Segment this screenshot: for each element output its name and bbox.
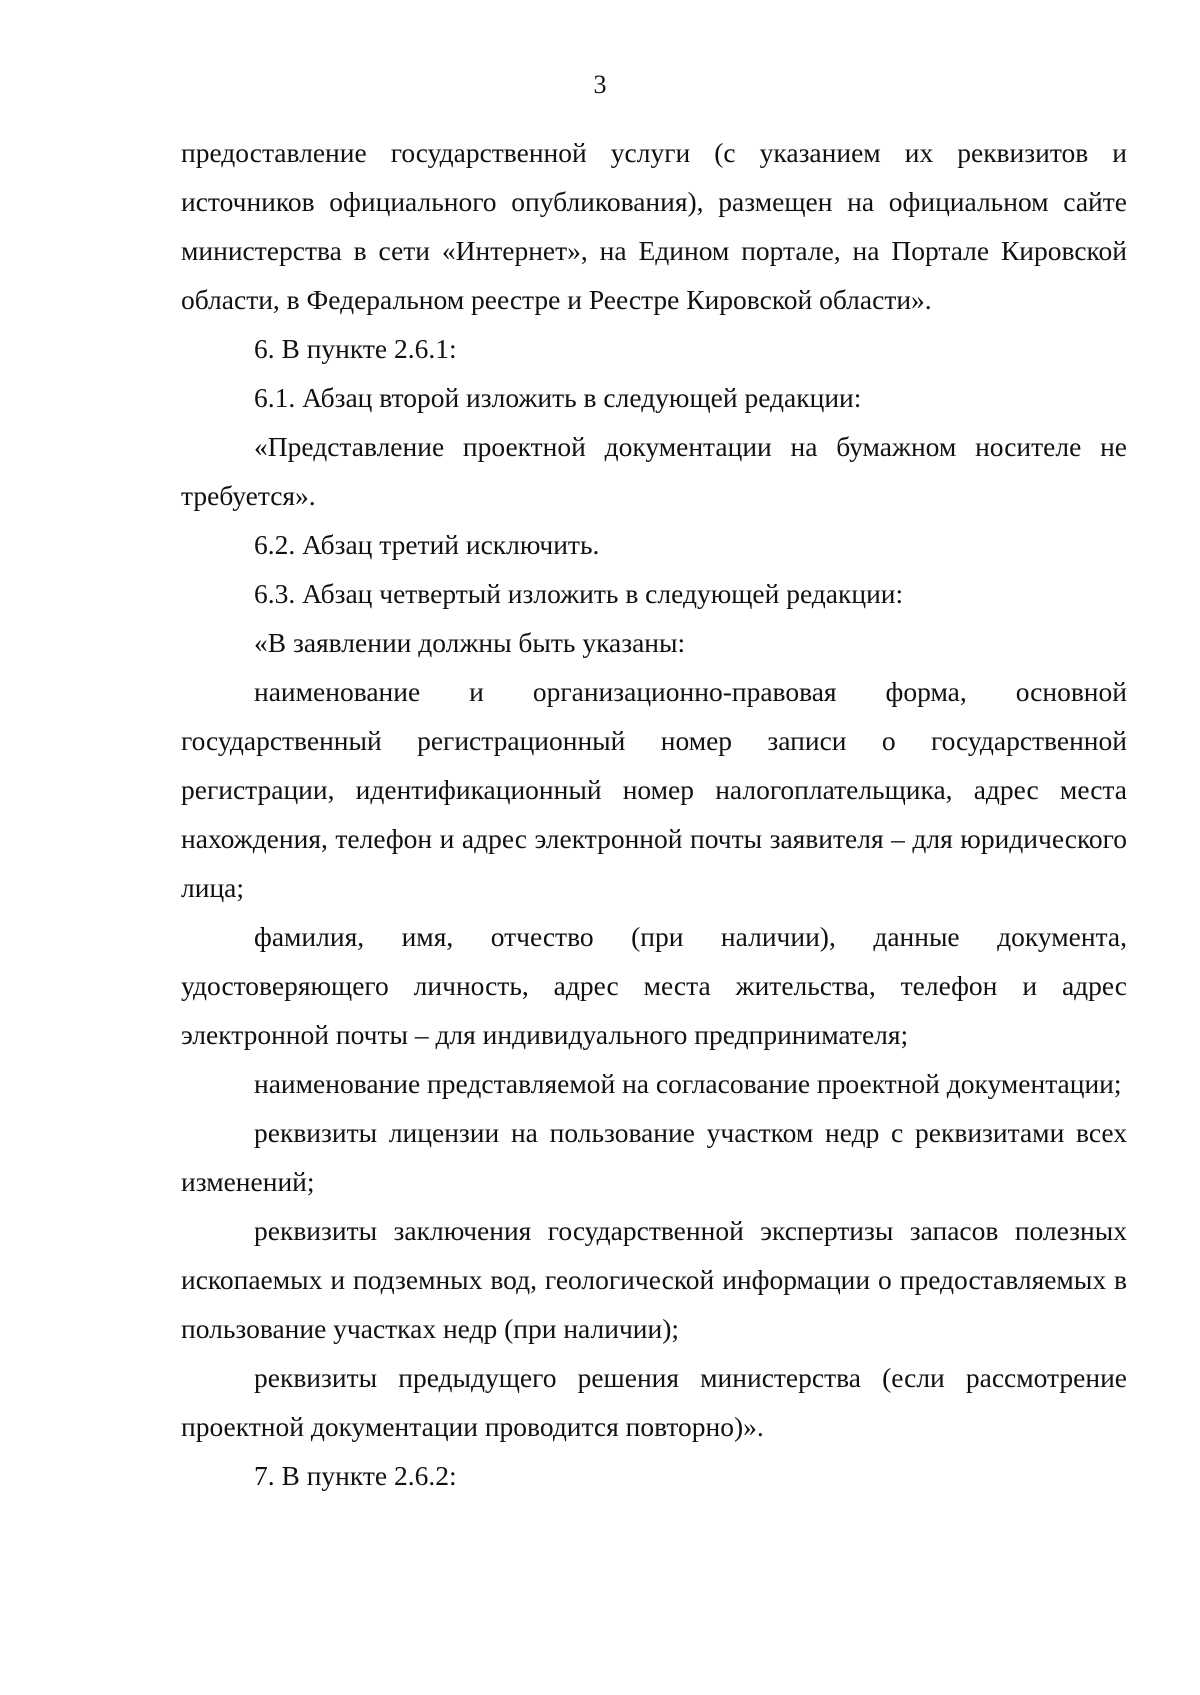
paragraph-license-details: реквизиты лицензии на пользование участком недр с реквизитами всех изменений; bbox=[181, 1117, 1127, 1197]
paragraph-expertise-details: реквизиты заключения государственной экспертизы запасов полезных ископаемых и подземных вод, геологической информации о предоставляемых в пользование участках недр (при наличии); bbox=[181, 1215, 1127, 1344]
paragraph-item-6-2: 6.2. Абзац третий исключить. bbox=[254, 529, 600, 560]
paragraph-continuation: предоставление государственной услуги (с указанием их реквизитов и источников официального опубликования), размещен на официальном сайте министерства в сети «Интернет», на Едином портале, на Портале Кировской области, в Федеральном реестре и Реестре Кировской области». bbox=[181, 137, 1127, 315]
paragraph-item-6-3: 6.3. Абзац четвертый изложить в следующей редакции: bbox=[254, 578, 904, 609]
paragraph-quote-submission: «Представление проектной документации на бумажном носителе не требуется». bbox=[181, 431, 1127, 511]
paragraph-entrepreneur-fields: фамилия, имя, отчество (при наличии), данные документа, удостоверяющего личность, адрес места жительства, телефон и адрес электронной почты – для индивидуального предпринимателя; bbox=[181, 921, 1127, 1050]
page-number: 3 bbox=[593, 70, 607, 99]
paragraph-application-fields-intro: «В заявлении должны быть указаны: bbox=[254, 627, 686, 658]
paragraph-previous-decision: реквизиты предыдущего решения министерства (если рассмотрение проектной документации проводится повторно)». bbox=[181, 1362, 1127, 1442]
paragraph-documentation-name: наименование представляемой на согласование проектной документации; bbox=[254, 1068, 1122, 1099]
paragraph-legal-entity-fields: наименование и организационно-правовая форма, основной государственный регистрационный номер записи о государственной регистрации, идентификационный номер налогоплательщика, адрес места нахождения, телефон и адрес электронной почты заявителя – для юридического лица; bbox=[181, 676, 1127, 903]
paragraph-item-6: 6. В пункте 2.6.1: bbox=[254, 333, 457, 364]
document-body bbox=[181, 128, 1127, 1500]
paragraph-item-7: 7. В пункте 2.6.2: bbox=[254, 1460, 457, 1491]
paragraph-item-6-1: 6.1. Абзац второй изложить в следующей редакции: bbox=[254, 382, 862, 413]
